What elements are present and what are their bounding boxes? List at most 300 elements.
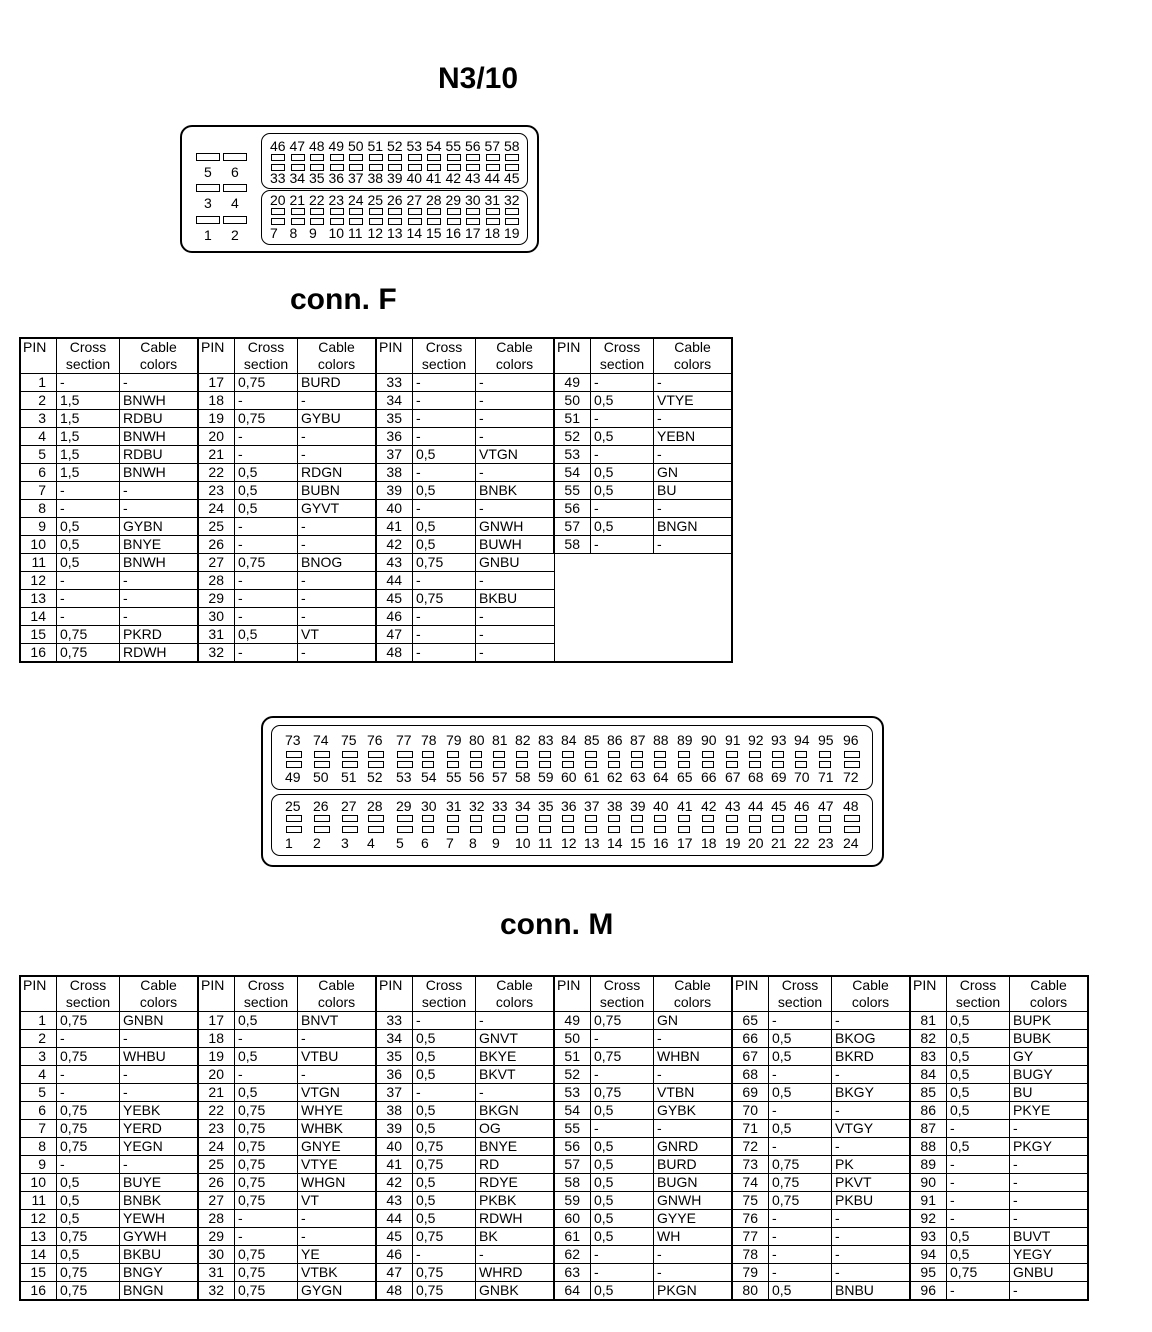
cross-section-value: - xyxy=(235,1030,298,1048)
pin-label: 9 xyxy=(309,225,317,241)
cable-color-value: - xyxy=(832,1102,911,1120)
pin-slot xyxy=(844,815,860,822)
cable-color-value: BUBK xyxy=(1010,1030,1089,1048)
cable-color-value: - xyxy=(476,1246,555,1264)
cable-color-value: - xyxy=(120,1066,199,1084)
table-row xyxy=(20,608,732,626)
cable-color-value: PK xyxy=(832,1156,911,1174)
pin-slot xyxy=(447,208,461,215)
pin-label: 31 xyxy=(446,798,462,814)
cross-section-value: 0,5 xyxy=(413,1192,476,1210)
cross-section-value: - xyxy=(235,428,298,446)
pin-slot xyxy=(271,218,285,225)
cable-color-value: BKBU xyxy=(120,1246,199,1264)
cross-section-value: 0,75 xyxy=(57,626,120,644)
table-row xyxy=(20,500,732,518)
table-row xyxy=(20,536,732,554)
pin-number: 33 xyxy=(376,1012,413,1030)
cross-section-value: 0,75 xyxy=(769,1156,832,1174)
empty-cell xyxy=(654,572,733,590)
cross-section-value: 0,75 xyxy=(57,644,120,663)
cable-color-value: BNWH xyxy=(120,392,199,410)
cable-color-value: - xyxy=(298,1066,377,1084)
pin-label: 24 xyxy=(843,835,859,851)
cross-section-value: 0,75 xyxy=(235,1264,298,1282)
pin-number: 45 xyxy=(376,1228,413,1246)
table-row xyxy=(20,1138,1088,1156)
empty-cell xyxy=(554,644,591,663)
cable-color-value: - xyxy=(654,374,733,392)
pin-slot xyxy=(310,154,324,161)
pin-label: 32 xyxy=(504,192,520,208)
pin-number: 31 xyxy=(198,1264,235,1282)
cross-section-value: 0,5 xyxy=(413,1048,476,1066)
cable-color-value: - xyxy=(654,410,733,428)
cross-section-value: 0,5 xyxy=(591,1228,654,1246)
pin-label: 40 xyxy=(653,798,669,814)
pin-label: 81 xyxy=(492,732,508,748)
pin-label: 88 xyxy=(653,732,669,748)
pin-slot xyxy=(286,751,302,758)
pin-number: 1 xyxy=(20,1012,57,1030)
cross-section-header: Cross section xyxy=(769,976,832,1012)
pin-label: 44 xyxy=(748,798,764,814)
pin-label: 3 xyxy=(204,195,212,211)
pin-slot xyxy=(349,154,363,161)
cable-colors-header: Cable colors xyxy=(654,976,733,1012)
table-row xyxy=(20,446,732,464)
pin-label: 49 xyxy=(285,769,301,785)
cable-color-value: RDBU xyxy=(120,410,199,428)
cross-section-value: - xyxy=(57,1156,120,1174)
cable-color-value: GYBN xyxy=(120,518,199,536)
pin-label: 39 xyxy=(387,170,403,186)
cable-color-value: BUYE xyxy=(120,1174,199,1192)
pin-label: 82 xyxy=(515,732,531,748)
cross-section-value: - xyxy=(947,1282,1010,1301)
pin-slot xyxy=(271,208,285,215)
cable-color-value: WHBU xyxy=(120,1048,199,1066)
pin-slot xyxy=(422,751,434,758)
pin-slot xyxy=(368,751,384,758)
pin-number: 33 xyxy=(376,374,413,392)
cable-color-value: - xyxy=(298,518,377,536)
cable-color-value: VT xyxy=(298,1192,377,1210)
cross-section-value: - xyxy=(947,1156,1010,1174)
pin-header: PIN xyxy=(910,976,947,1012)
cable-color-value: - xyxy=(476,500,555,518)
cable-color-value: VT xyxy=(298,626,377,644)
pin-slot xyxy=(349,208,363,215)
pin-slot xyxy=(726,751,738,758)
cross-section-value: 0,5 xyxy=(57,518,120,536)
cable-color-value: - xyxy=(654,536,733,554)
pin-label: 87 xyxy=(630,732,646,748)
power-pin-slot xyxy=(223,184,247,192)
cross-section-value: 0,5 xyxy=(235,464,298,482)
connector-n3-10-diagram xyxy=(180,125,539,253)
pin-number: 44 xyxy=(376,1210,413,1228)
pin-label: 50 xyxy=(348,138,364,154)
pin-number: 34 xyxy=(376,392,413,410)
pin-number: 93 xyxy=(910,1228,947,1246)
pin-slot xyxy=(447,218,461,225)
pin-label: 70 xyxy=(794,769,810,785)
pin-number: 47 xyxy=(376,626,413,644)
table-row xyxy=(20,392,732,410)
pin-slot xyxy=(427,208,441,215)
pin-label: 90 xyxy=(701,732,717,748)
pin-label: 46 xyxy=(794,798,810,814)
cross-section-value: - xyxy=(235,644,298,663)
cross-section-value: 0,75 xyxy=(413,1156,476,1174)
cable-color-value: RDGN xyxy=(298,464,377,482)
pin-label: 20 xyxy=(748,835,764,851)
pin-label: 89 xyxy=(677,732,693,748)
pin-number: 32 xyxy=(198,1282,235,1301)
cable-color-value: - xyxy=(654,1264,733,1282)
cross-section-value: 0,5 xyxy=(947,1048,1010,1066)
pin-slot xyxy=(516,761,528,768)
pin-slot xyxy=(844,826,860,833)
pin-number: 52 xyxy=(554,1066,591,1084)
table-row xyxy=(20,1192,1088,1210)
pin-label: 27 xyxy=(406,192,423,208)
pin-number: 77 xyxy=(732,1228,769,1246)
cable-color-value: - xyxy=(654,500,733,518)
pin-number: 22 xyxy=(198,464,235,482)
title-n3-10: N3/10 xyxy=(438,62,519,95)
pin-slot xyxy=(330,154,344,161)
table-row xyxy=(20,1084,1088,1102)
pin-number: 65 xyxy=(732,1012,769,1030)
cable-color-value: BUWH xyxy=(476,536,555,554)
pin-label: 83 xyxy=(538,732,554,748)
pin-slot xyxy=(291,208,305,215)
cable-color-value: BNYE xyxy=(476,1138,555,1156)
pin-number: 61 xyxy=(554,1228,591,1246)
pin-slot xyxy=(369,154,383,161)
pin-slot xyxy=(795,815,807,822)
pin-slot xyxy=(702,751,714,758)
cross-section-value: - xyxy=(769,1210,832,1228)
cross-section-value: - xyxy=(57,590,120,608)
cable-color-value: - xyxy=(476,410,555,428)
cross-section-value: 0,5 xyxy=(413,1174,476,1192)
table-row xyxy=(20,554,732,572)
pin-slot xyxy=(516,751,528,758)
pin-header: PIN xyxy=(198,338,235,374)
cable-colors-header: Cable colors xyxy=(120,976,199,1012)
pin-slot xyxy=(772,761,784,768)
pin-slot xyxy=(422,761,434,768)
pin-slot xyxy=(388,154,402,161)
pin-slot xyxy=(388,218,402,225)
cable-color-value: GYWH xyxy=(120,1228,199,1246)
pin-slot xyxy=(314,751,330,758)
pin-number: 75 xyxy=(732,1192,769,1210)
cross-section-header: Cross section xyxy=(235,338,298,374)
pin-label: 42 xyxy=(701,798,717,814)
pin-label: 4 xyxy=(367,835,375,851)
empty-cell xyxy=(654,644,733,663)
pin-label: 57 xyxy=(492,769,508,785)
pin-number: 4 xyxy=(20,428,57,446)
cross-section-value: 0,5 xyxy=(235,482,298,500)
pin-slot xyxy=(819,761,831,768)
cable-color-value: GYVT xyxy=(298,500,377,518)
pin-label: 24 xyxy=(348,192,364,208)
pin-label: 30 xyxy=(465,192,481,208)
pin-slot xyxy=(631,815,643,822)
cable-color-value: BNWH xyxy=(120,464,199,482)
cross-section-value: 0,75 xyxy=(235,1246,298,1264)
cable-colors-header: Cable colors xyxy=(654,338,733,374)
pin-slot xyxy=(608,826,620,833)
cross-section-value: - xyxy=(413,392,476,410)
cable-color-value: GYBU xyxy=(298,410,377,428)
pin-number: 34 xyxy=(376,1030,413,1048)
cable-colors-header: Cable colors xyxy=(298,338,377,374)
pin-slot xyxy=(330,208,344,215)
pin-slot xyxy=(726,761,738,768)
pin-number: 16 xyxy=(20,1282,57,1301)
pin-number: 23 xyxy=(198,482,235,500)
pin-number: 25 xyxy=(198,518,235,536)
pin-slot xyxy=(470,815,482,822)
pin-label: 71 xyxy=(818,769,834,785)
cross-section-value: - xyxy=(591,1246,654,1264)
cross-section-value: 0,5 xyxy=(413,446,476,464)
cross-section-value: 0,5 xyxy=(413,1120,476,1138)
table-row xyxy=(20,590,732,608)
pin-slot xyxy=(447,815,459,822)
pin-label: 91 xyxy=(725,732,741,748)
table-row xyxy=(20,410,732,428)
power-pin-slot xyxy=(223,153,247,161)
cable-color-value: GYGN xyxy=(298,1282,377,1301)
cross-section-value: 1,5 xyxy=(57,428,120,446)
pin-number: 8 xyxy=(20,500,57,518)
pin-label: 12 xyxy=(561,835,577,851)
cross-section-value: 0,5 xyxy=(769,1030,832,1048)
pin-number: 38 xyxy=(376,1102,413,1120)
cross-section-header: Cross section xyxy=(591,976,654,1012)
pin-slot xyxy=(408,208,422,215)
cable-color-value: - xyxy=(120,1156,199,1174)
cross-section-value: 0,75 xyxy=(235,554,298,572)
pin-number: 41 xyxy=(376,1156,413,1174)
table-row xyxy=(20,1282,1088,1301)
pin-number: 26 xyxy=(198,536,235,554)
pin-label: 2 xyxy=(231,227,239,243)
pin-number: 53 xyxy=(554,446,591,464)
pin-number: 50 xyxy=(554,392,591,410)
pin-label: 36 xyxy=(561,798,577,814)
table-row xyxy=(20,428,732,446)
cable-color-value: PKVT xyxy=(832,1174,911,1192)
pin-number: 36 xyxy=(376,1066,413,1084)
pin-number: 87 xyxy=(910,1120,947,1138)
cross-section-value: 0,5 xyxy=(947,1066,1010,1084)
pin-number: 2 xyxy=(20,1030,57,1048)
cross-section-value: 0,5 xyxy=(235,1012,298,1030)
pin-label: 31 xyxy=(484,192,501,208)
cable-color-value: RDWH xyxy=(120,644,199,663)
pin-label: 79 xyxy=(446,732,462,748)
cross-section-value: - xyxy=(57,1030,120,1048)
cross-section-value: - xyxy=(769,1066,832,1084)
cross-section-value: - xyxy=(947,1210,1010,1228)
cross-section-value: - xyxy=(235,572,298,590)
pin-number: 48 xyxy=(376,1282,413,1301)
pin-slot xyxy=(388,208,402,215)
connector-m-diagram xyxy=(261,716,884,867)
pin-label: 38 xyxy=(607,798,623,814)
pin-number: 6 xyxy=(20,464,57,482)
pin-number: 82 xyxy=(910,1030,947,1048)
cable-color-value: GN xyxy=(654,464,733,482)
cross-section-value: - xyxy=(413,1012,476,1030)
cable-color-value: YEGY xyxy=(1010,1246,1089,1264)
pin-slot xyxy=(310,208,324,215)
pin-number: 79 xyxy=(732,1264,769,1282)
pin-label: 40 xyxy=(406,170,423,186)
cable-color-value: YEBK xyxy=(120,1102,199,1120)
cable-color-value: - xyxy=(832,1210,911,1228)
pin-label: 73 xyxy=(285,732,301,748)
pin-slot xyxy=(427,154,441,161)
pin-slot xyxy=(562,751,574,758)
cross-section-value: 0,75 xyxy=(57,1264,120,1282)
empty-cell xyxy=(591,608,654,626)
pin-number: 45 xyxy=(376,590,413,608)
pin-slot xyxy=(314,815,330,822)
pin-number: 49 xyxy=(554,1012,591,1030)
pin-label: 28 xyxy=(367,798,383,814)
table-row xyxy=(20,518,732,536)
pin-slot xyxy=(493,826,505,833)
pin-number: 42 xyxy=(376,536,413,554)
pin-number: 14 xyxy=(20,1246,57,1264)
empty-cell xyxy=(591,644,654,663)
pin-label: 44 xyxy=(484,170,501,186)
pin-label: 49 xyxy=(328,138,345,154)
pin-number: 4 xyxy=(20,1066,57,1084)
cross-section-value: - xyxy=(413,608,476,626)
pin-number: 56 xyxy=(554,500,591,518)
cable-color-value: GNRD xyxy=(654,1138,733,1156)
cross-section-value: 0,5 xyxy=(591,1156,654,1174)
cross-section-value: - xyxy=(235,590,298,608)
cable-color-value: WHGN xyxy=(298,1174,377,1192)
pin-header: PIN xyxy=(554,976,591,1012)
cable-color-value: - xyxy=(654,1066,733,1084)
cross-section-value: 0,5 xyxy=(591,1102,654,1120)
cross-section-value: - xyxy=(769,1228,832,1246)
cable-color-value: - xyxy=(476,464,555,482)
pin-label: 17 xyxy=(465,225,481,241)
pin-slot xyxy=(369,208,383,215)
cable-color-value: GYBK xyxy=(654,1102,733,1120)
pin-slot xyxy=(397,751,413,758)
cable-color-value: BURD xyxy=(654,1156,733,1174)
empty-cell xyxy=(591,554,654,572)
pin-slot xyxy=(397,761,413,768)
pin-number: 24 xyxy=(198,1138,235,1156)
cross-section-value: 0,75 xyxy=(413,1264,476,1282)
pin-label: 77 xyxy=(396,732,412,748)
cable-color-value: GNWH xyxy=(476,518,555,536)
cable-color-value: - xyxy=(654,1120,733,1138)
cross-section-value: - xyxy=(947,1174,1010,1192)
cross-section-value: - xyxy=(413,410,476,428)
pin-header: PIN xyxy=(554,338,591,374)
cross-section-value: 0,75 xyxy=(235,374,298,392)
pin-slot xyxy=(678,761,690,768)
pin-slot xyxy=(585,761,597,768)
pin-number: 31 xyxy=(198,626,235,644)
cable-color-value: YEGN xyxy=(120,1138,199,1156)
pin-label: 52 xyxy=(367,769,383,785)
pin-label: 25 xyxy=(367,192,384,208)
cross-section-value: 0,75 xyxy=(57,1048,120,1066)
cross-section-value: - xyxy=(235,1066,298,1084)
pin-number: 19 xyxy=(198,410,235,428)
pin-number: 20 xyxy=(198,428,235,446)
pin-number: 83 xyxy=(910,1048,947,1066)
cross-section-value: 0,5 xyxy=(235,626,298,644)
pin-slot xyxy=(678,815,690,822)
cross-section-value: - xyxy=(57,482,120,500)
table-row xyxy=(20,464,732,482)
cable-color-value: - xyxy=(298,392,377,410)
table-row xyxy=(20,1210,1088,1228)
pin-number: 88 xyxy=(910,1138,947,1156)
empty-cell xyxy=(654,608,733,626)
cable-color-value: RDYE xyxy=(476,1174,555,1192)
pin-label: 21 xyxy=(289,192,306,208)
cross-section-value: 0,75 xyxy=(413,554,476,572)
cross-section-value: - xyxy=(413,572,476,590)
cable-color-value: GNBU xyxy=(476,554,555,572)
pin-label: 54 xyxy=(426,138,442,154)
cross-section-value: - xyxy=(591,446,654,464)
cross-section-value: - xyxy=(591,1066,654,1084)
pin-number: 90 xyxy=(910,1174,947,1192)
table-row xyxy=(20,1120,1088,1138)
cross-section-value: 0,75 xyxy=(235,1282,298,1301)
cross-section-value: - xyxy=(413,500,476,518)
power-pin-slot xyxy=(196,216,220,224)
pin-number: 12 xyxy=(20,1210,57,1228)
pin-label: 74 xyxy=(313,732,329,748)
cable-color-value: - xyxy=(120,572,199,590)
cable-color-value: VTBK xyxy=(298,1264,377,1282)
cable-color-value: RDBU xyxy=(120,446,199,464)
cable-color-value: - xyxy=(298,428,377,446)
cable-color-value: BKVT xyxy=(476,1066,555,1084)
cable-color-value: YE xyxy=(298,1246,377,1264)
cross-section-value: 0,75 xyxy=(947,1264,1010,1282)
cable-color-value: - xyxy=(120,608,199,626)
pin-number: 68 xyxy=(732,1066,769,1084)
cross-section-value: 0,75 xyxy=(235,1174,298,1192)
pin-slot xyxy=(369,218,383,225)
cable-color-value: PKGN xyxy=(654,1282,733,1301)
pin-number: 11 xyxy=(20,1192,57,1210)
pin-label: 41 xyxy=(677,798,693,814)
